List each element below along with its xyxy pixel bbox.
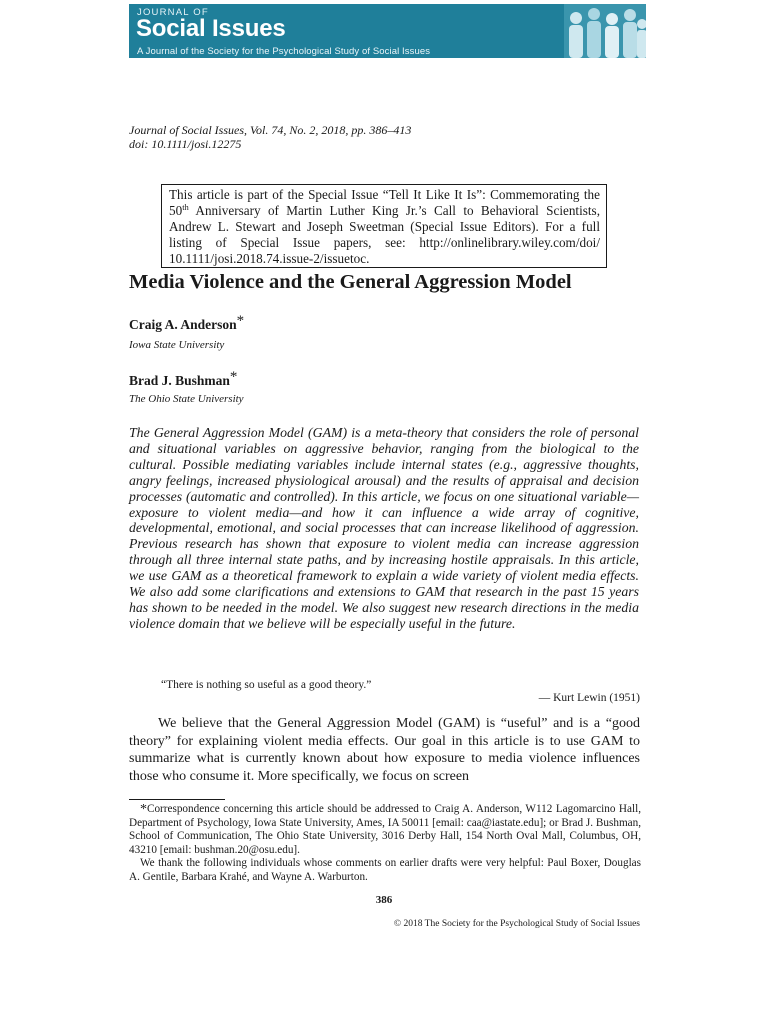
body-paragraph: We believe that the General Aggression Model (GAM) is “useful” and is a “good theory” for explaining violent media effects. Our goal in this article is to use GAM to summarize what is currently known about how exposure to media violence influences those who consume it. More specifically, we focus on screen: [129, 716, 640, 784]
crowd-illustration-icon: [564, 4, 646, 58]
author-name-text: Brad J. Bushman: [129, 373, 230, 388]
note-text-part2: Anniversary of Martin Luther King Jr.’s Call to Behavioral Scientists, Andrew L. Stewart and Joseph Sweetman (Special Issue Editors). For a full listing of Special Issue papers, see: http://onlinelibrary.wiley.com/doi/ 10.1111/josi.2018.74.issue-2/issuetoc.: [169, 203, 600, 266]
journal-tagline: A Journal of the Society for the Psychological Study of Social Issues: [137, 46, 431, 57]
citation-line: Journal of Social Issues, Vol. 74, No. 2, 2018, pp. 386–413: [129, 123, 412, 137]
doi-line: doi: 10.1111/josi.12275: [129, 137, 242, 151]
author-name: [129, 369, 238, 389]
author-name-text: Craig A. Anderson: [129, 317, 237, 332]
author-name: [129, 313, 245, 333]
special-issue-note: [161, 184, 607, 268]
journal-kicker: JOURNAL OF: [137, 7, 209, 18]
correspondence-text: Correspondence concerning this article should be addressed to Craig A. Anderson, W112 Lagomarcino Hall, Department of Psychology, Iowa State University, Ames, IA 50011 [email: caa@iastate.edu]; or Brad J. Bushman, School of Communication, The Ohio State University, 3016 Derby Hall, 154 North Oval Mall, Columbus, OH, 43210 [email: bushman.20@osu.edu].: [129, 803, 641, 856]
page-number: 386: [375, 894, 393, 906]
abstract: The General Aggression Model (GAM) is a meta-theory that considers the role of personal and situational variables on aggressive behavior, ranging from the biological to the cultural. Possible mediating variables include internal states (e.g., aggressive thoughts, angry feelings, increased physiological arousal) and the results of appraisal and decision processes (automatic and controlled). In this article, we focus on one situational variable—exposure to violent media—and how it can influence a wide array of cognitive, developmental, emotional, and social processes that can increase likelihood of aggression. Previous research has shown that exposure to violent media can increase aggression through all three internal state paths, and by increasing hostile appraisals. In this article, we use GAM as a theoretical framework to explain a wide variety of violent media effects. We also add some clarifications and extensions to GAM that research in the past 15 years has shown to be needed in the model. We also suggest new research directions in the media violence domain that we believe will be especially useful in the future.: [129, 425, 639, 631]
footnote-correspondence: [129, 803, 641, 857]
citation: [129, 123, 411, 151]
article-title: Media Violence and the General Aggression Model: [129, 271, 572, 293]
journal-name: Social Issues: [136, 15, 286, 42]
footnote-acknowledgment: We thank the following individuals whose comments on earlier drafts were very helpful: Paul Boxer, Douglas A. Gentile, Barbara Krahé, and Wayne A. Warburton.: [129, 857, 641, 883]
ordinal-suffix: th: [182, 202, 189, 212]
author-footnote-mark: *: [229, 369, 238, 385]
copyright: © 2018 The Society for the Psychological Study of Social Issues: [393, 919, 640, 929]
epigraph-attribution: — Kurt Lewin (1951): [538, 692, 640, 704]
footnotes: [129, 803, 641, 884]
epigraph-quote: “There is nothing so useful as a good theory.”: [161, 679, 372, 691]
note-text-part1: This article is part of the Special Issue “Tell It Like It Is”: Commemorating the 50: [169, 187, 600, 218]
author-footnote-mark: *: [236, 313, 245, 329]
footnote-divider: [129, 799, 225, 800]
footnote-star: *: [140, 802, 147, 817]
author-affiliation: Iowa State University: [129, 339, 225, 351]
author-affiliation: The Ohio State University: [129, 393, 244, 405]
journal-banner: [129, 4, 646, 58]
